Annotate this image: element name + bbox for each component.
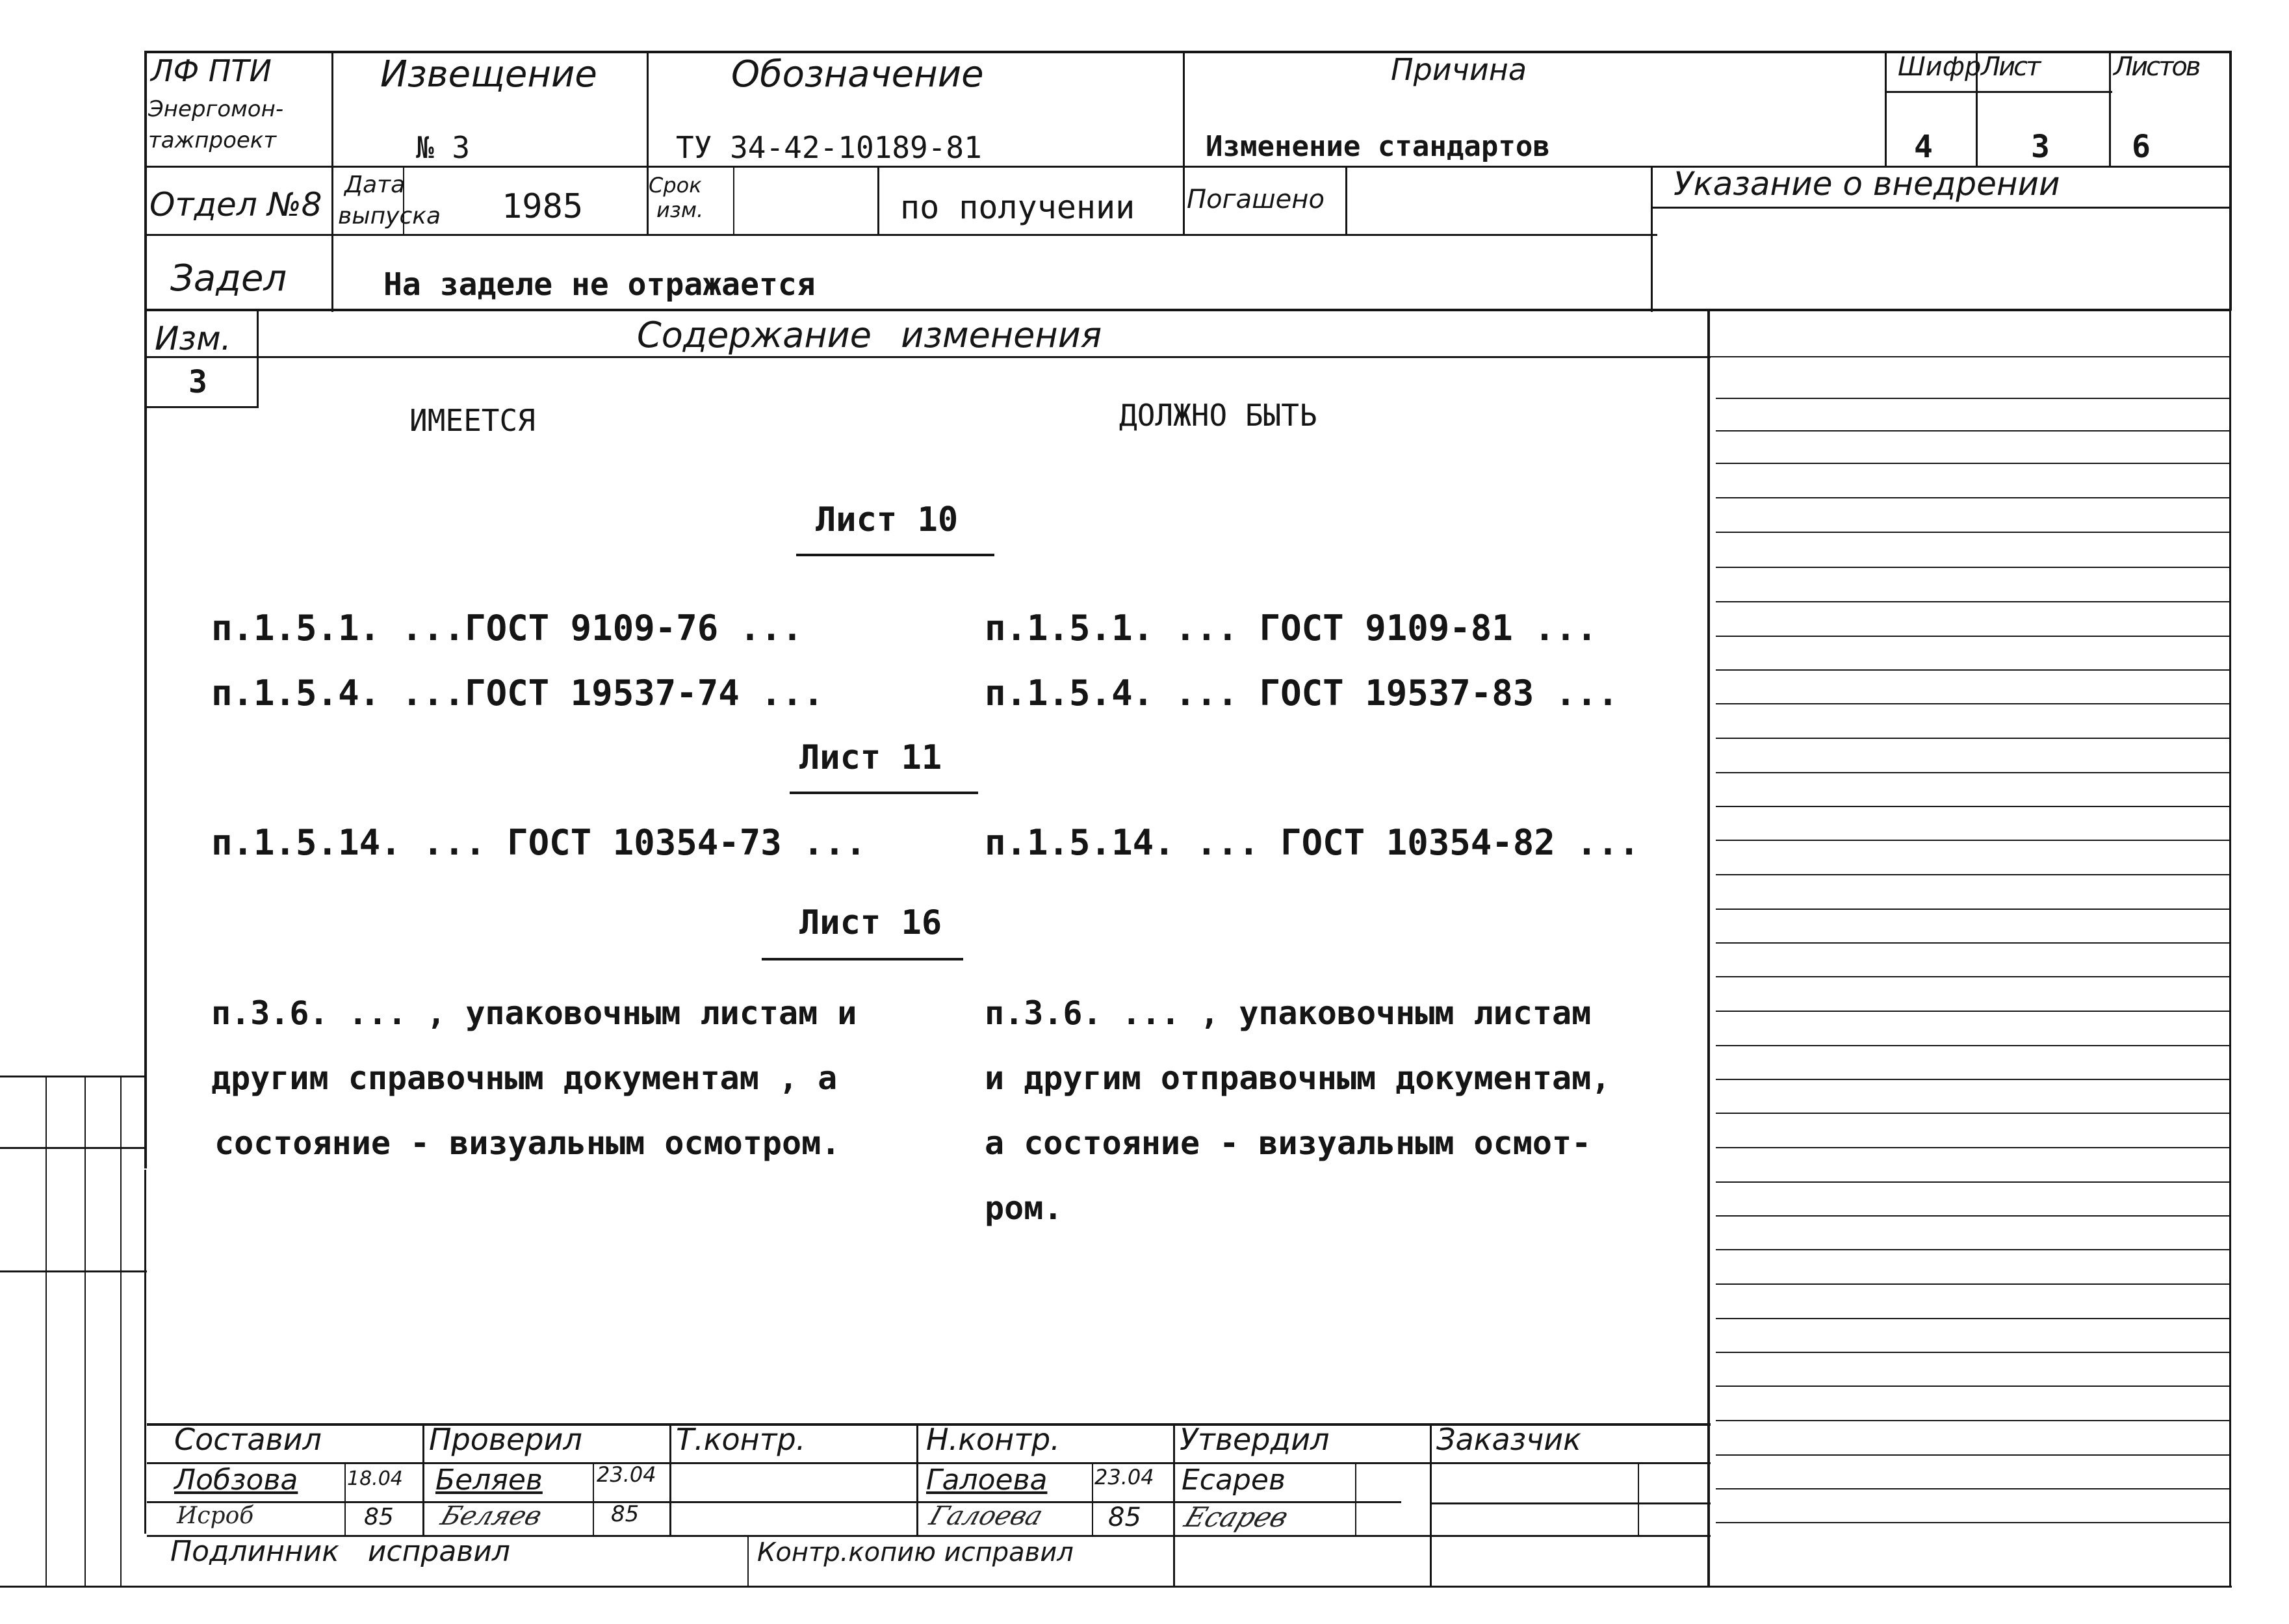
compiled-date-2: 85	[364, 1504, 394, 1530]
row-right: ром.	[985, 1189, 1063, 1227]
ncontrol-date-2: 85	[1108, 1502, 1141, 1532]
row-right: и другим отправочным документам,	[985, 1059, 1611, 1097]
code-label: Шифр	[1898, 52, 1982, 82]
row-left: п.1.5.4. ...ГОСТ 19537-74 ...	[211, 673, 824, 714]
term-value: по получении	[900, 188, 1135, 226]
org-name-line3: тажпроект	[148, 127, 277, 153]
copy-fixed-label: Контр.копию исправил	[757, 1538, 1074, 1567]
sheet-heading: Лист 10	[816, 500, 959, 539]
row-right: п.1.5.1. ... ГОСТ 9109-81 ...	[985, 608, 1597, 649]
issue-date-label-2: выпуска	[338, 203, 441, 229]
issue-date-label-1: Дата	[344, 172, 406, 198]
heading-underline	[762, 958, 963, 960]
original-fixed-label: Подлинник исправил	[170, 1535, 510, 1568]
org-name-line1: ЛФ ПТИ	[151, 53, 272, 88]
approved-label: Утвердил	[1180, 1422, 1330, 1457]
code-value: 4	[1914, 129, 1933, 165]
ncontrol-signature: Галоева	[925, 1501, 1047, 1531]
issue-date-value: 1985	[502, 187, 584, 226]
sheet-heading: Лист 16	[799, 903, 942, 942]
term-label-2: изм.	[656, 198, 704, 222]
approved-signature: Есарев	[1180, 1501, 1293, 1533]
sheet-heading: Лист 11	[799, 738, 942, 777]
row-left: п.1.5.1. ...ГОСТ 9109-76 ...	[211, 608, 803, 649]
notice-number: № 3	[416, 130, 471, 165]
compiled-date-1: 18.04	[347, 1467, 403, 1490]
term-label-1: Срок	[649, 173, 702, 198]
compiled-label: Составил	[174, 1422, 322, 1457]
customer-label: Заказчик	[1436, 1422, 1581, 1457]
heading-underline	[796, 554, 994, 556]
checked-signature: Беляев	[437, 1501, 546, 1531]
repaid-label: Погашено	[1187, 185, 1325, 214]
compiled-name: Лобзова	[174, 1463, 298, 1497]
ncontrol-name: Галоева	[926, 1463, 1048, 1497]
change-number: 3	[188, 364, 207, 400]
checked-date-1: 23.04	[597, 1462, 656, 1487]
designation-label: Обозначение	[731, 53, 984, 96]
ncontrol-label: Н.контр.	[926, 1422, 1060, 1457]
dept-label: Отдел №8	[149, 186, 322, 224]
content-title: Содержание изменения	[637, 315, 1102, 355]
compiled-signature: Исроб	[177, 1502, 254, 1529]
designation-value: ТУ 34-42-10189-81	[676, 130, 982, 165]
checked-name: Беляев	[435, 1463, 543, 1497]
reason-label: Причина	[1391, 52, 1527, 87]
backlog-value: На заделе не отражается	[383, 266, 816, 303]
column-left-heading: ИМЕЕТСЯ	[409, 403, 536, 438]
row-left: состояние - визуальным осмотром.	[214, 1124, 841, 1162]
column-right-heading: ДОЛЖНО БЫТЬ	[1119, 398, 1317, 433]
row-right: а состояние - визуальным осмот-	[985, 1124, 1592, 1162]
sheets-label: Листов	[2114, 52, 2199, 82]
checked-date-2: 85	[611, 1501, 640, 1527]
row-left: п.1.5.14. ... ГОСТ 10354-73 ...	[211, 822, 866, 863]
notice-label: Извещение	[380, 53, 597, 96]
backlog-label: Задел	[170, 257, 287, 300]
sheets-value: 6	[2132, 129, 2151, 165]
row-left: п.3.6. ... , упаковочным листам и	[211, 994, 857, 1032]
sheet-value: 3	[2031, 129, 2050, 165]
change-label: Изм.	[155, 320, 231, 357]
heading-underline	[790, 792, 978, 794]
row-right: п.1.5.14. ... ГОСТ 10354-82 ...	[985, 822, 1640, 863]
tcontrol-label: Т.контр.	[676, 1422, 806, 1457]
row-left: другим справочным документам , а	[211, 1059, 838, 1097]
row-right: п.3.6. ... , упаковочным листам	[985, 994, 1592, 1032]
implementation-label: Указание о внедрении	[1674, 165, 2060, 203]
sheet-label: Лист	[1981, 52, 2039, 82]
org-name-line2: Энергомон-	[148, 96, 284, 122]
row-right: п.1.5.4. ... ГОСТ 19537-83 ...	[985, 673, 1619, 714]
approved-name: Есарев	[1182, 1463, 1286, 1497]
checked-label: Проверил	[429, 1422, 582, 1457]
ncontrol-date-1: 23.04	[1094, 1465, 1154, 1489]
reason-value: Изменение стандартов	[1206, 130, 1550, 163]
